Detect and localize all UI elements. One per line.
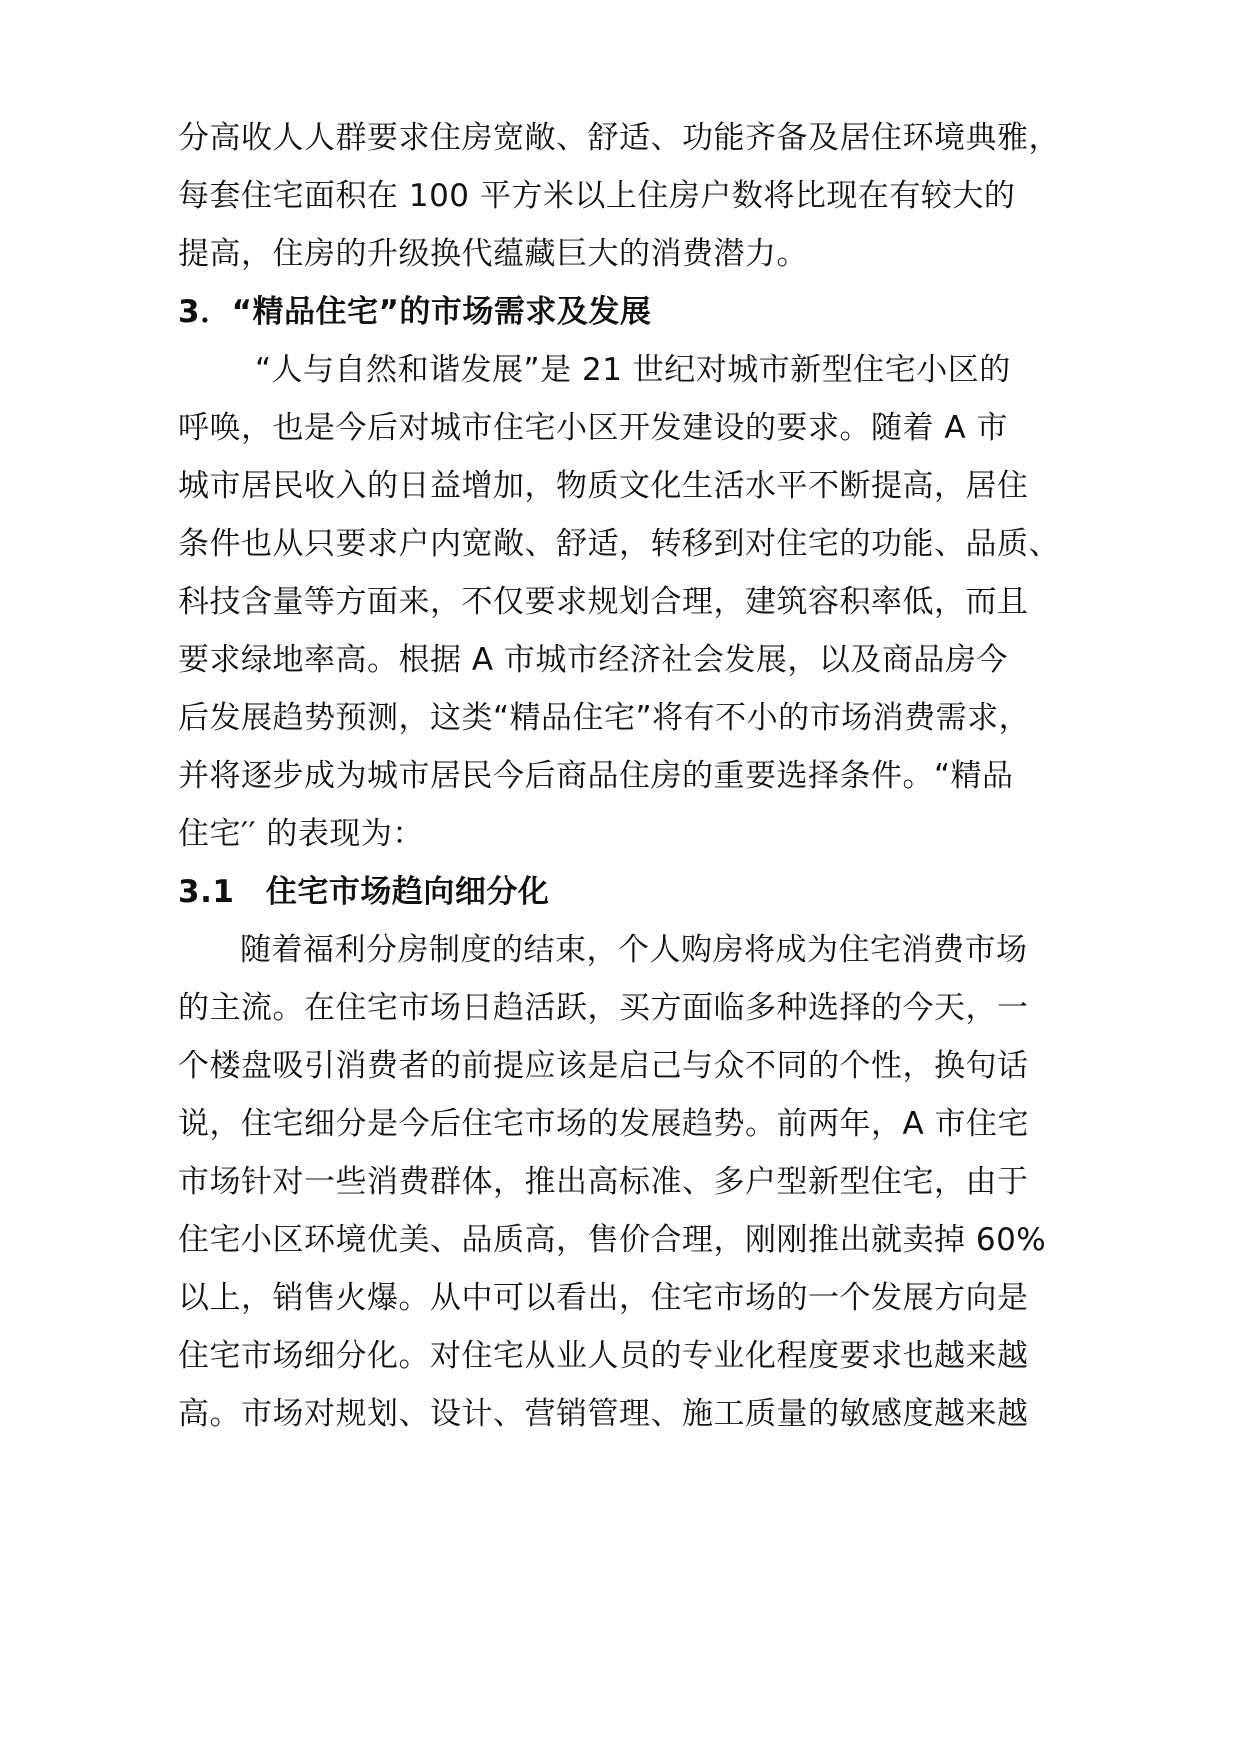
paragraph-line: 呼唤，也是今后对城市住宅小区开发建设的要求。随着 A 市: [178, 410, 1008, 446]
paragraph-line: 随着福利分房制度的结束，个人购房将成为住宅消费市场: [240, 932, 1028, 968]
paragraph-line: 并将逐步成为城市居民今后商品住房的重要选择条件。“精品: [178, 758, 1014, 794]
paragraph-line: 要求绿地率高。根据 A 市城市经济社会发展，以及商品房今: [178, 642, 1008, 678]
paragraph-line: 城市居民收入的日益增加，物质文化生活水平不断提高，居住: [178, 468, 1029, 504]
text-line: 分高收人人群要求住房宽敞、舒适、功能齐备及居住环境典雅，: [178, 120, 1060, 156]
paragraph-line: “人与自然和谐发展”是 21 世纪对城市新型住宅小区的: [255, 352, 1011, 388]
paragraph-line: 说，住宅细分是今后住宅市场的发展趋势。前两年，A 市住宅: [178, 1106, 1030, 1142]
paragraph-line: 高。市场对规划、设计、营销管理、施工质量的敏感度越来越: [178, 1396, 1029, 1432]
paragraph-line: 个楼盘吸引消费者的前提应该是启己与众不同的个性，换句话: [178, 1048, 1029, 1084]
section-heading: 3．“精品住宅”的市场需求及发展: [178, 294, 652, 330]
paragraph-line: 住宅′′ 的表现为：: [178, 816, 424, 852]
paragraph-line: 的主流。在住宅市场日趋活跃，买方面临多种选择的今天，一: [178, 990, 1029, 1026]
paragraph-line: 后发展趋势预测，这类“精品住宅”将有不小的市场消费需求，: [178, 700, 1031, 736]
text-line: 每套住宅面积在 100 平方米以上住房户数将比现在有较大的: [178, 178, 1016, 214]
paragraph-line: 住宅小区环境优美、品质高，售价合理，刚刚推出就卖掉 60%: [178, 1222, 1047, 1258]
subsection-heading: 3.1 住宅市场趋向细分化: [178, 874, 550, 910]
text-line: 提高，住房的升级换代蕴藏巨大的消费潜力。: [178, 236, 808, 272]
paragraph-line: 市场针对一些消费群体，推出高标准、多户型新型住宅，由于: [178, 1164, 1029, 1200]
paragraph-line: 条件也从只要求户内宽敞、舒适，转移到对住宅的功能、品质、: [178, 526, 1060, 562]
paragraph-line: 以上，销售火爆。从中可以看出，住宅市场的一个发展方向是: [178, 1280, 1029, 1316]
paragraph-line: 科技含量等方面来，不仅要求规划合理，建筑容积率低，而且: [178, 584, 1029, 620]
paragraph-line: 住宅市场细分化。对住宅从业人员的专业化程度要求也越来越: [178, 1338, 1029, 1374]
